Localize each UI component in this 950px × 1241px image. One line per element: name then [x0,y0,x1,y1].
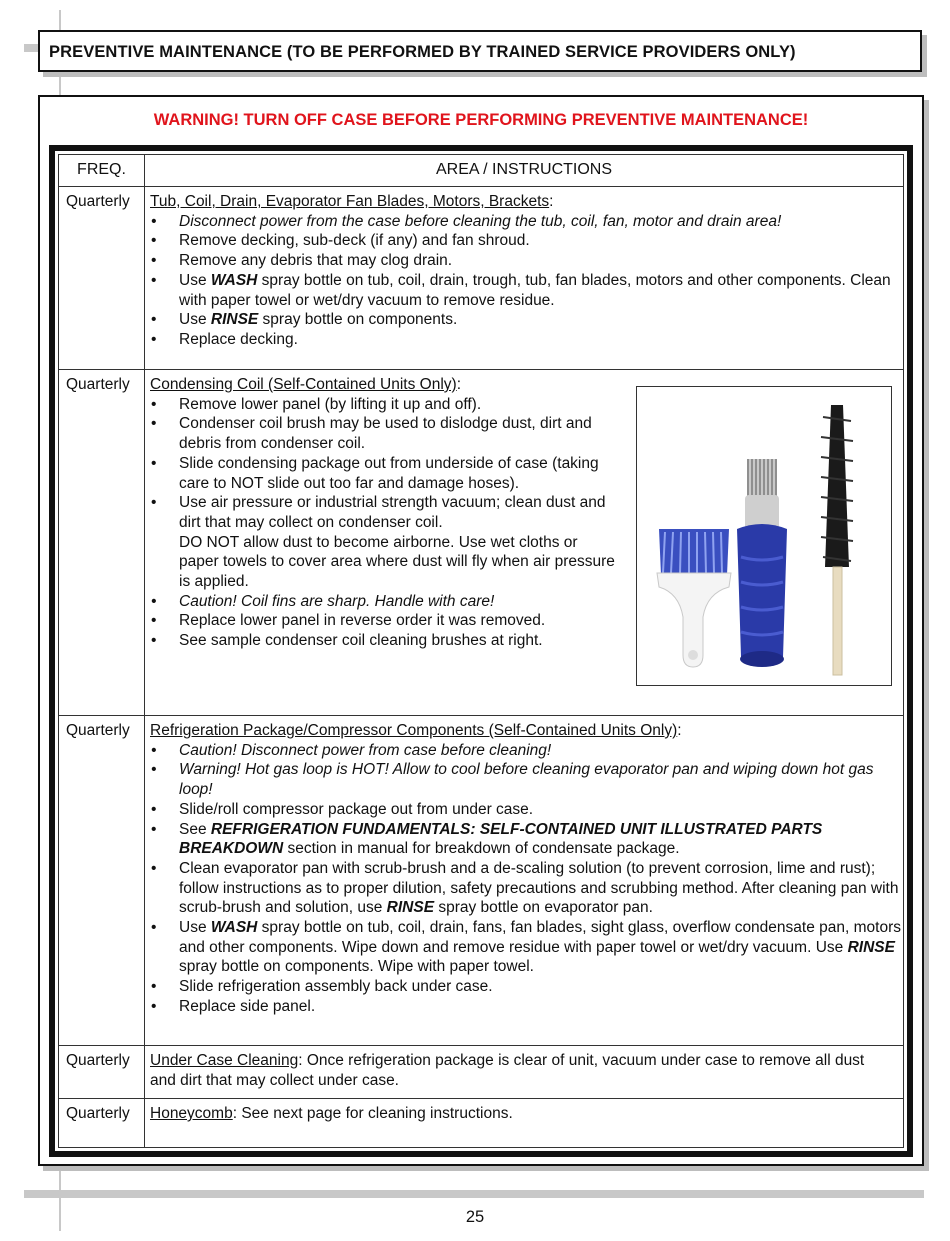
row-frequency: Quarterly [66,1052,130,1069]
row-divider [59,715,903,716]
row-text: : Once refrigeration package is clear of unit, vacuum under case to remove all dust and dirt that may collect under case. [150,1052,865,1089]
row-text: : See next page for cleaning instructions. [232,1105,513,1122]
list-item: • Remove decking, sub-deck (if any) and fan shroud. [150,231,910,251]
list-item: • Condenser coil brush may be used to dislodge dust, dirt and debris from condenser coil. [150,414,620,453]
fin-comb-brush-icon [657,529,731,667]
list-item: • Warning! Hot gas loop is HOT! Allow to cool before cleaning evaporator pan and wiping down hot gas loop! [150,760,908,799]
list-item: • Use air pressure or industrial strength vacuum; clean dust and dirt that may collect on condenser coil. DO NOT allow dust to become airborne. Use wet cloths or paper towels to cover area where dust will fly when air pressure is applied. [150,493,620,592]
row-divider [59,369,903,370]
section-title: PREVENTIVE MAINTENANCE (TO BE PERFORMED BY TRAINED SERVICE PROVIDERS ONLY) [49,43,796,61]
row-divider [59,186,903,187]
table-row: Condensing Coil (Self-Contained Units Only): • Remove lower panel (by lifting it up and off). • Condenser coil brush may be used to dislodge dust, dirt and debris from condenser coil. • Slide condensing package out from underside of case (taking care to NOT slide out too far and damage hoses). • Use air pressure or industrial strength vacuum; clean dust and dirt that may collect on condenser coil. DO NOT allow dust to become airborne. Use wet cloths or paper towels to cover area where dust will fly when air pressure is applied. • Caution! Coil fins are sharp. Handle with care! • Replace lower panel in reverse order it was removed. • See sample condenser coil cleaning brushes at right. [150,375,620,651]
row-title: Under Case Cleaning [150,1052,299,1069]
list-item: • Caution! Coil fins are sharp. Handle with care! [150,592,620,612]
list-item: • Remove lower panel (by lifting it up and off). [150,395,620,415]
table-row [150,1051,890,1090]
maintenance-table [49,145,913,1157]
page-number: 25 [465,1208,485,1226]
maintenance-panel [38,95,924,1166]
list-item: • Caution! Disconnect power from case before cleaning! [150,741,908,761]
column-divider [144,155,145,1147]
footer-bar [24,1190,924,1198]
row-frequency: Quarterly [66,722,130,739]
brushes-photo [636,386,892,686]
area-column-header: AREA / INSTRUCTIONS [435,161,613,178]
list-item: • Use WASH spray bottle on tub, coil, drain, fans, fan blades, sight glass, overflow condensate pan, motors and other components. Wipe down and remove residue with paper towel or wet/dry vacuum. Use RINSE spray bottle on components. Wipe with paper towel. [150,918,908,977]
table-row [150,1104,890,1124]
row-frequency: Quarterly [66,1105,130,1122]
row-frequency: Quarterly [66,376,130,393]
row-divider [59,1098,903,1099]
list-item: • Use WASH spray bottle on tub, coil, drain, trough, tub, fan blades, motors and other components. Clean with paper towel or wet/dry vacuum to remove residue. [150,271,910,310]
list-item: • Use RINSE spray bottle on components. [150,310,910,330]
list-item: • Slide refrigeration assembly back under case. [150,977,908,997]
bottle-brush-icon [821,405,853,675]
table-grid [58,154,904,1148]
coil-comb-icon [737,459,787,667]
row-frequency: Quarterly [66,193,130,210]
list-item: • Slide/roll compressor package out from under case. [150,800,908,820]
row-divider [59,1045,903,1046]
list-item: • See REFRIGERATION FUNDAMENTALS: SELF-CONTAINED UNIT ILLUSTRATED PARTS BREAKDOWN section in manual for breakdown of condensate package. [150,820,908,859]
list-item: • Replace lower panel in reverse order it was removed. [150,611,620,631]
table-row: Tub, Coil, Drain, Evaporator Fan Blades, Motors, Brackets: • Disconnect power from the case before cleaning the tub, coil, fan, motor and drain area! • Remove decking, sub-deck (if any) and fan shroud. • Remove any debris that may clog drain. • Use WASH spray bottle on tub, coil, drain, trough, tub, fan blades, motors and other components. Clean with paper towel or wet/dry vacuum to remove residue. • Use RINSE spray bottle on components. • Replace decking. [150,192,910,350]
list-item: • Slide condensing package out from underside of case (taking care to NOT slide out too far and damage hoses). [150,454,620,493]
list-item: • Replace side panel. [150,997,908,1017]
list-item: • Disconnect power from the case before cleaning the tub, coil, fan, motor and drain area! [150,212,910,232]
warning-text: WARNING! TURN OFF CASE BEFORE PERFORMING PREVENTIVE MAINTENANCE! [153,111,809,129]
row-title: Tub, Coil, Drain, Evaporator Fan Blades, Motors, Brackets [150,193,550,210]
freq-column-header: FREQ. [77,161,126,178]
table-row: Refrigeration Package/Compressor Components (Self-Contained Units Only): • Caution! Disconnect power from case before cleaning! • Warning! Hot gas loop is HOT! Allow to cool before cleaning evaporator pan and wiping down hot gas loop! • Slide/roll compressor package out from under case. • See REFRIGERATION FUNDAMENTALS: SELF-CONTAINED UNIT ILLUSTRATED PARTS BREAKDOWN section in manual for breakdown of condensate package. • Clean evaporator pan with scrub-brush and a de-scaling solution (to prevent corrosion, lime and rust); follow instructions as to proper dilution, safety precautions and scrubbing method. After cleaning pan with scrub-brush and solution, use RINSE spray bottle on evaporator pan. • Use WASH spray bottle on tub, coil, drain, fans, fan blades, sight glass, overflow condensate pan, motors and other components. Wipe down and remove residue with paper towel or wet/dry vacuum. Use RINSE spray bottle on components. Wipe with paper towel. • Slide refrigeration assembly back under case. • Replace side panel. [150,721,908,1017]
row-title: Condensing Coil (Self-Contained Units Only) [150,376,457,393]
list-item: • Remove any debris that may clog drain. [150,251,910,271]
list-item: • Clean evaporator pan with scrub-brush and a de-scaling solution (to prevent corrosion, lime and rust); follow instructions as to proper dilution, safety precautions and scrubbing method. After cleaning pan with scrub-brush and solution, use RINSE spray bottle on evaporator pan. [150,859,908,918]
list-item: • See sample condenser coil cleaning brushes at right. [150,631,620,651]
row-title: Honeycomb [150,1105,233,1122]
row-title: Refrigeration Package/Compressor Components (Self-Contained Units Only) [150,722,678,739]
section-header [38,30,922,72]
list-item: • Replace decking. [150,330,910,350]
